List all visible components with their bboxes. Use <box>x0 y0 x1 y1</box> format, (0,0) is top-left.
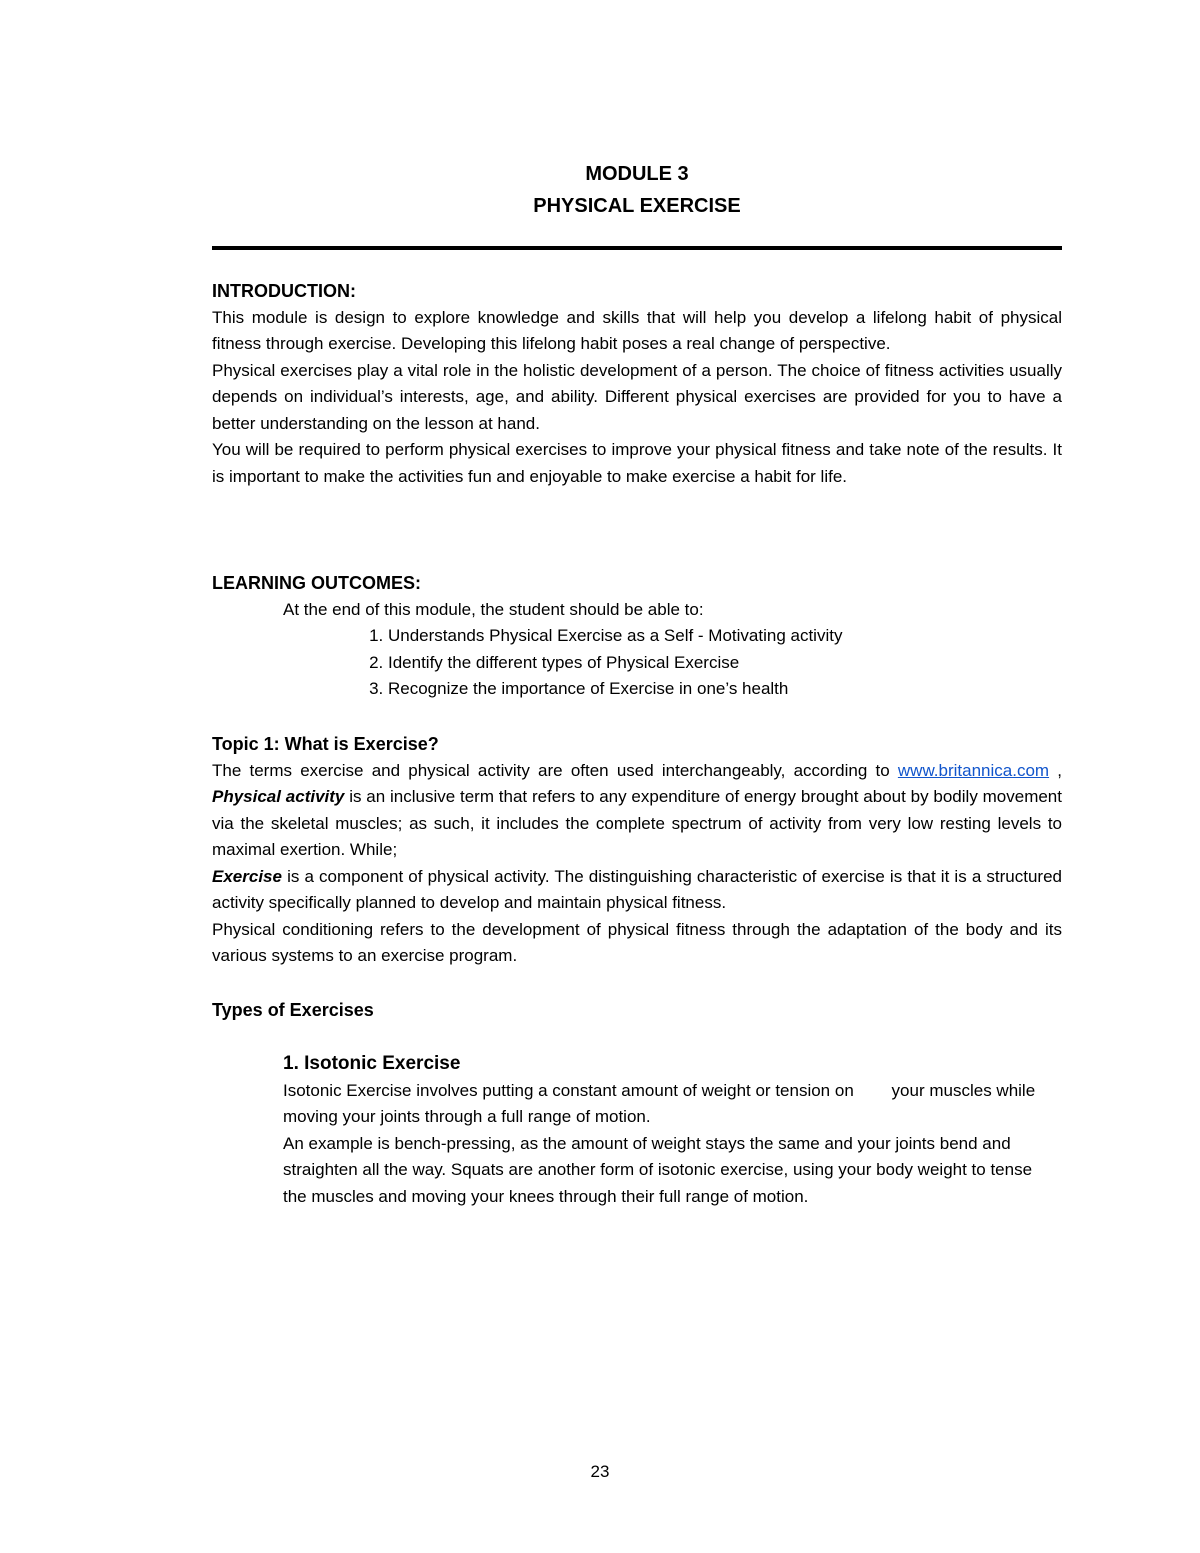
header-divider <box>212 246 1062 250</box>
introduction-paragraph: Physical exercises play a vital role in the holistic development of a person. The choice of fitness activities usually depends on individual’s interests, age, and ability. Different physical exercises are provided for you to have a better understanding on the lesson at hand. <box>212 360 1062 433</box>
introduction-heading: INTRODUCTION: <box>212 281 356 301</box>
types-of-exercises-heading: Types of Exercises <box>212 1000 374 1020</box>
page-number: 23 <box>590 1462 610 1481</box>
isotonic-exercise-heading: 1. Isotonic Exercise <box>283 1053 461 1074</box>
isotonic-exercise-section <box>283 1051 1043 1210</box>
paragraph-text: The terms exercise and physical activity are often used interchangeably, according to <box>212 760 898 780</box>
paragraph-text: , <box>1049 760 1062 780</box>
britannica-link[interactable]: www.britannica.com <box>897 760 1050 780</box>
topic-paragraph <box>212 864 1062 917</box>
module-number: MODULE 3 <box>585 163 689 185</box>
learning-outcomes-lead: At the end of this module, the student should be able to: <box>283 599 704 619</box>
topic-1-heading: Topic 1: What is Exercise? <box>212 734 439 754</box>
isotonic-paragraph: An example is bench-pressing, as the amount of weight stays the same and your joints bend and straighten all the way. Squats are another form of isotonic exercise, using your body weight to tense the muscles and moving your knees through their full range of motion. <box>283 1133 1033 1206</box>
paragraph-text: is a component of physical activity. The distinguishing characteristic of exercise is that it is a structured activity specifically planned to develop and maintain physical fitness. <box>212 866 1062 912</box>
topic-1-section <box>212 731 1062 970</box>
introduction-paragraph: You will be required to perform physical exercises to improve your physical fitness and take note of the results. It is important to make the activities fun and enjoyable to make exercise a habit for life. <box>212 440 1062 486</box>
term-physical-activity: Physical activity <box>212 787 345 806</box>
learning-outcomes-heading: LEARNING OUTCOMES: <box>212 573 421 593</box>
types-of-exercises-heading-block <box>212 997 1062 1024</box>
introduction-paragraph: This module is design to explore knowledge and skills that will help you develop a lifelong habit of physical fitness through exercise. Developing this lifelong habit poses a real change of perspective. <box>212 307 1062 353</box>
list-item: 1. Understands Physical Exercise as a Self - Motivating activity <box>388 623 1062 650</box>
module-title-block <box>212 158 1062 222</box>
term-exercise: Exercise <box>212 866 282 886</box>
topic-paragraph: Physical conditioning refers to the development of physical fitness through the adaptation of the body and its various systems to an exercise program. <box>212 919 1062 965</box>
isotonic-paragraph: Isotonic Exercise involves putting a constant amount of weight or tension on your muscles while moving your joints through a full range of motion. <box>283 1080 1040 1126</box>
list-item: 2. Identify the different types of Physical Exercise <box>388 650 1062 677</box>
learning-outcomes-section <box>212 570 1062 703</box>
paragraph-text: is an inclusive term that refers to any expenditure of energy brought about by bodily movement via the skeletal muscles; as such, it includes the complete spectrum of activity from very low resting levels to maximal exertion. While; <box>212 787 1062 859</box>
topic-paragraph <box>212 758 1062 864</box>
learning-outcomes-list <box>212 623 1062 703</box>
introduction-section <box>212 278 1062 490</box>
list-item: 3. Recognize the importance of Exercise in one’s health <box>388 676 1062 703</box>
module-title: PHYSICAL EXERCISE <box>533 195 741 217</box>
